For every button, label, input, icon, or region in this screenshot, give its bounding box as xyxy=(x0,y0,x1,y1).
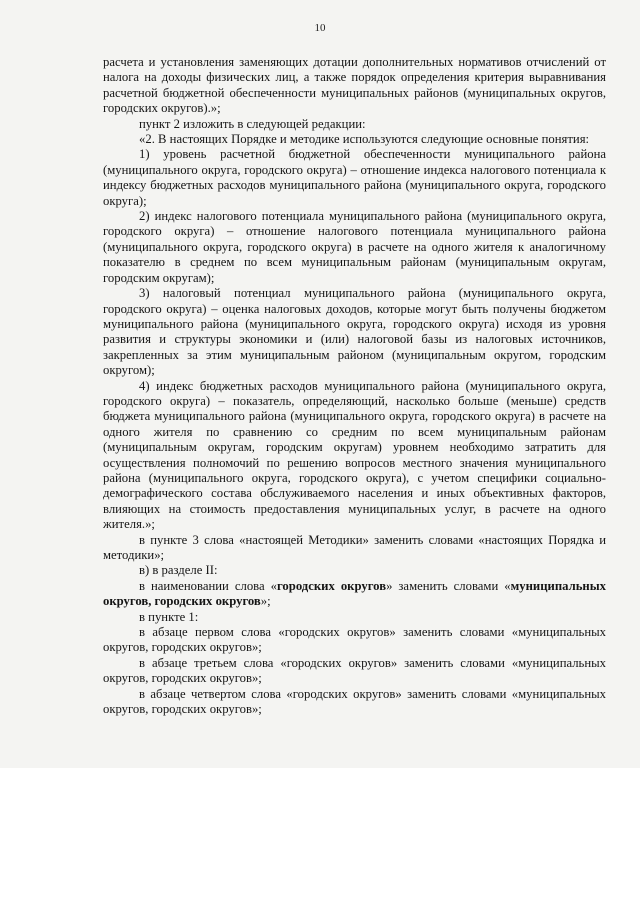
paragraph-8: в пункте 3 слова «настоящей Методики» заменить словами «настоящих Порядка и методики»; xyxy=(103,532,606,562)
paragraph-10 xyxy=(103,579,606,610)
definition-3: 3) налоговый потенциал муниципального района (муниципального округа, городского округа) – оценка налоговых доходов, которые могут быть получены бюджетом муниципального района (муниципального округа, городского округа) исходя из уровня развития и структуры экономики и (или) налоговой базы из налоговых источников, закрепленных за этим муниципальным районом (муниципальным округом, городским округом); xyxy=(103,286,606,378)
paragraph-2: пункт 2 изложить в следующей редакции: xyxy=(139,116,366,131)
definition-4: 4) индекс бюджетных расходов муниципального района (муниципального округа, городского округа) – показатель, определяющий, насколько больше (меньше) средств бюджета муниципального района (муниципального округа, городского округа) в расчете на одного жителя по сравнению со средним по всем муниципальным районам (муниципальным округам, городским округам) уровнем необходимо затратить для осуществления полномочий по решению вопросов местного значения муниципального района (муниципального округа, городского округа), с учетом специфики социально-демографического состава обслуживаемого населения и иных объективных факторов, влияющих на стоимость предоставления муниципальных услуг, в расчете на одного жителя.»; xyxy=(103,378,606,532)
paragraph-9: в) в разделе II: xyxy=(139,563,218,578)
paragraph-10-part-e: »; xyxy=(260,594,271,609)
paragraph-14: в абзаце четвертом слова «городских округов» заменить словами «муниципальных округов, городских округов»; xyxy=(103,686,606,717)
page-number: 10 xyxy=(314,22,326,34)
paragraph-3: «2. В настоящих Порядке и методике используются следующие основные понятия: xyxy=(139,132,590,147)
paragraph-10-bold-old: городских округов xyxy=(276,578,387,593)
paragraph-10-part-c: » заменить словами « xyxy=(386,578,511,593)
paragraph-10-bold-new: муниципальных округов, городских округов xyxy=(103,578,606,609)
paragraph-13: в абзаце третьем слова «городских округов» заменить словами «муниципальных округов, городских округов»; xyxy=(103,655,606,686)
definition-1: 1) уровень расчетной бюджетной обеспеченности муниципального района (муниципального округа, городского округа) – отношение индекса налогового потенциала к индексу бюджетных расходов муниципального района (муниципального округа, городского округа); xyxy=(103,147,606,208)
document-body xyxy=(103,55,606,717)
paragraph-12: в абзаце первом слова «городских округов» заменить словами «муниципальных округов, городских округов»; xyxy=(103,625,606,655)
paragraph-10-part-a: в наименовании слова « xyxy=(139,578,277,593)
paragraph-11: в пункте 1: xyxy=(139,609,199,624)
paragraph-1: расчета и установления заменяющих дотации дополнительных нормативов отчислений от налога на доходы физических лиц, а также порядок определения критерия выравнивания расчетной бюджетной обеспеченности муниципальных районов (муниципальных округов, городских округов).»; xyxy=(103,55,606,116)
definition-2: 2) индекс налогового потенциала муниципального района (муниципального округа, городского округа) – отношение налогового потенциала муниципального района (муниципального округа, городского округа) в расчете на одного жителя к аналогичному показателю в среднем по всем муниципальным районам (муниципальным округам, городским округам); xyxy=(103,209,606,285)
